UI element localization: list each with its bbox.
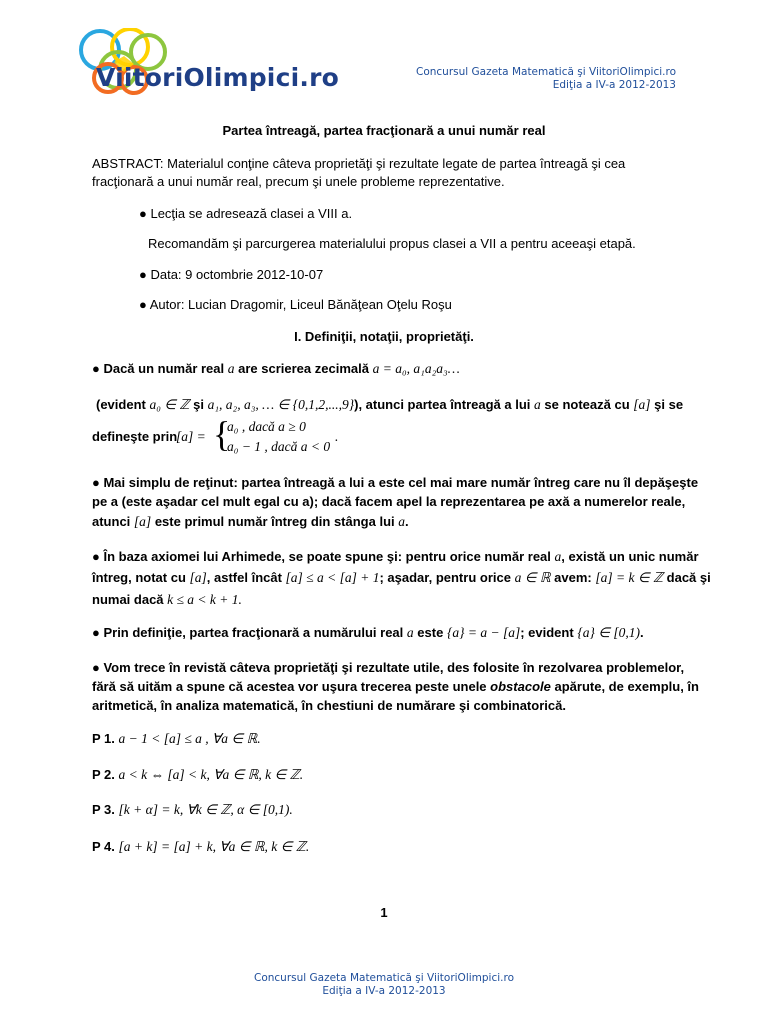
review-line-1: ● Vom trece în revistă câteva proprietăţi şi rezultate utile, des folosite în rezolvarea problemelor,	[92, 660, 685, 675]
author-line: ● Autor: Lucian Dragomir, Liceul Bănăţean Oţelu Roşu	[139, 297, 452, 312]
abstract-line-1: ABSTRACT: Materialul conţine câteva proprietăţi şi rezultate legate de partea întreagă şi cea	[92, 156, 626, 171]
footer-line-1: Concursul Gazeta Matematică şi ViitoriOlimpici.ro	[253, 972, 514, 984]
arhimede-line-2: întreg, notat cu [a], astfel încât [a] ≤ a < [a] + 1; aşadar, pentru orice a ∈ ℝ avem: [a] = k ∈ ℤ dacă şi	[92, 570, 711, 585]
date-line: ● Data: 9 octombrie 2012-10-07	[139, 267, 324, 282]
definition-line-3: defineşte prin	[92, 429, 178, 444]
property-3: P 3. [k + α] = k, ∀k ∈ ℤ, α ∈ [0,1).	[92, 802, 293, 817]
property-1: P 1. a − 1 < [a] ≤ a , ∀a ∈ ℝ.	[92, 731, 261, 746]
logo-text: ViitoriOlimpici.ro	[96, 63, 339, 92]
document-footer	[0, 972, 768, 998]
arhimede-line-3: numai dacă k ≤ a < k + 1.	[92, 592, 242, 607]
document-header	[416, 66, 676, 92]
case-brace: {	[213, 414, 231, 454]
footer-line-2: Ediţia a IV-a 2012-2013	[322, 985, 446, 997]
case-end: .	[335, 429, 339, 444]
property-2: P 2. a < k ⇔ [a] < k, ∀a ∈ ℝ, k ∈ ℤ.	[92, 767, 304, 782]
simple-line-2: pe a (este aşadar cel mult egal cu a); dacă facem apel la reprezentarea pe axă a numerelor reale,	[92, 494, 686, 509]
arhimede-line-1: ● În baza axiomei lui Arhimede, se poate spune şi: pentru orice număr real a, există un unic număr	[92, 549, 699, 564]
review-line-2: fără să uităm a spune că acestea vor uşura trecerea peste unele obstacole apărute, de exemplu, în	[92, 679, 699, 694]
definition-lhs: [a] =	[176, 429, 206, 444]
simple-line-1: ● Mai simplu de reţinut: partea întreagă a lui a este cel mai mare număr întreg care nu îl depăşeşte	[92, 475, 699, 490]
property-4: P 4. [a + k] = [a] + k, ∀a ∈ ℝ, k ∈ ℤ.	[92, 839, 310, 854]
definition-line-1: ● Dacă un număr real a are scrierea zecimală a = a₀, a₁a₂a₃…	[92, 361, 460, 376]
fractional-definition: ● Prin definiţie, partea fracţionară a numărului real a este {a} = a − [a]; evident {a} ∈ [0,1).	[92, 625, 644, 640]
header-line-2: Ediţia a IV-a 2012-2013	[552, 79, 676, 91]
header-line-1: Concursul Gazeta Matematică şi ViitoriOlimpici.ro	[415, 66, 676, 78]
page-title: Partea întreagă, partea fracţionară a unui număr real	[222, 123, 546, 138]
review-line-3: aritmetică, în analiza matematică, în chestiuni de numărare şi combinatorică.	[92, 698, 566, 713]
page-number: 1	[380, 905, 388, 920]
section-title: I. Definiţii, notaţii, proprietăţi.	[294, 329, 474, 344]
case-2: a₀ − 1 , dacă a < 0	[227, 439, 331, 454]
abstract-line-2: fracţionară a unui număr real, precum şi unele probleme reprezentative.	[92, 174, 505, 189]
class-line: ● Lecţia se adresează clasei a VIII a.	[139, 206, 353, 221]
simple-line-3: atunci [a] este primul număr întreg din stânga lui a.	[92, 514, 409, 529]
recommend-line: Recomandăm şi parcurgerea materialului propus clasei a VII a pentru aceeaşi etapă.	[148, 236, 636, 251]
definition-line-2: (evident a₀ ∈ ℤ şi a₁, a₂, a₃, … ∈ {0,1,2,...,9}), atunci partea întreagă a lui a se notează cu [a] şi se	[96, 397, 684, 412]
case-1: a₀ , dacă a ≥ 0	[227, 419, 306, 434]
